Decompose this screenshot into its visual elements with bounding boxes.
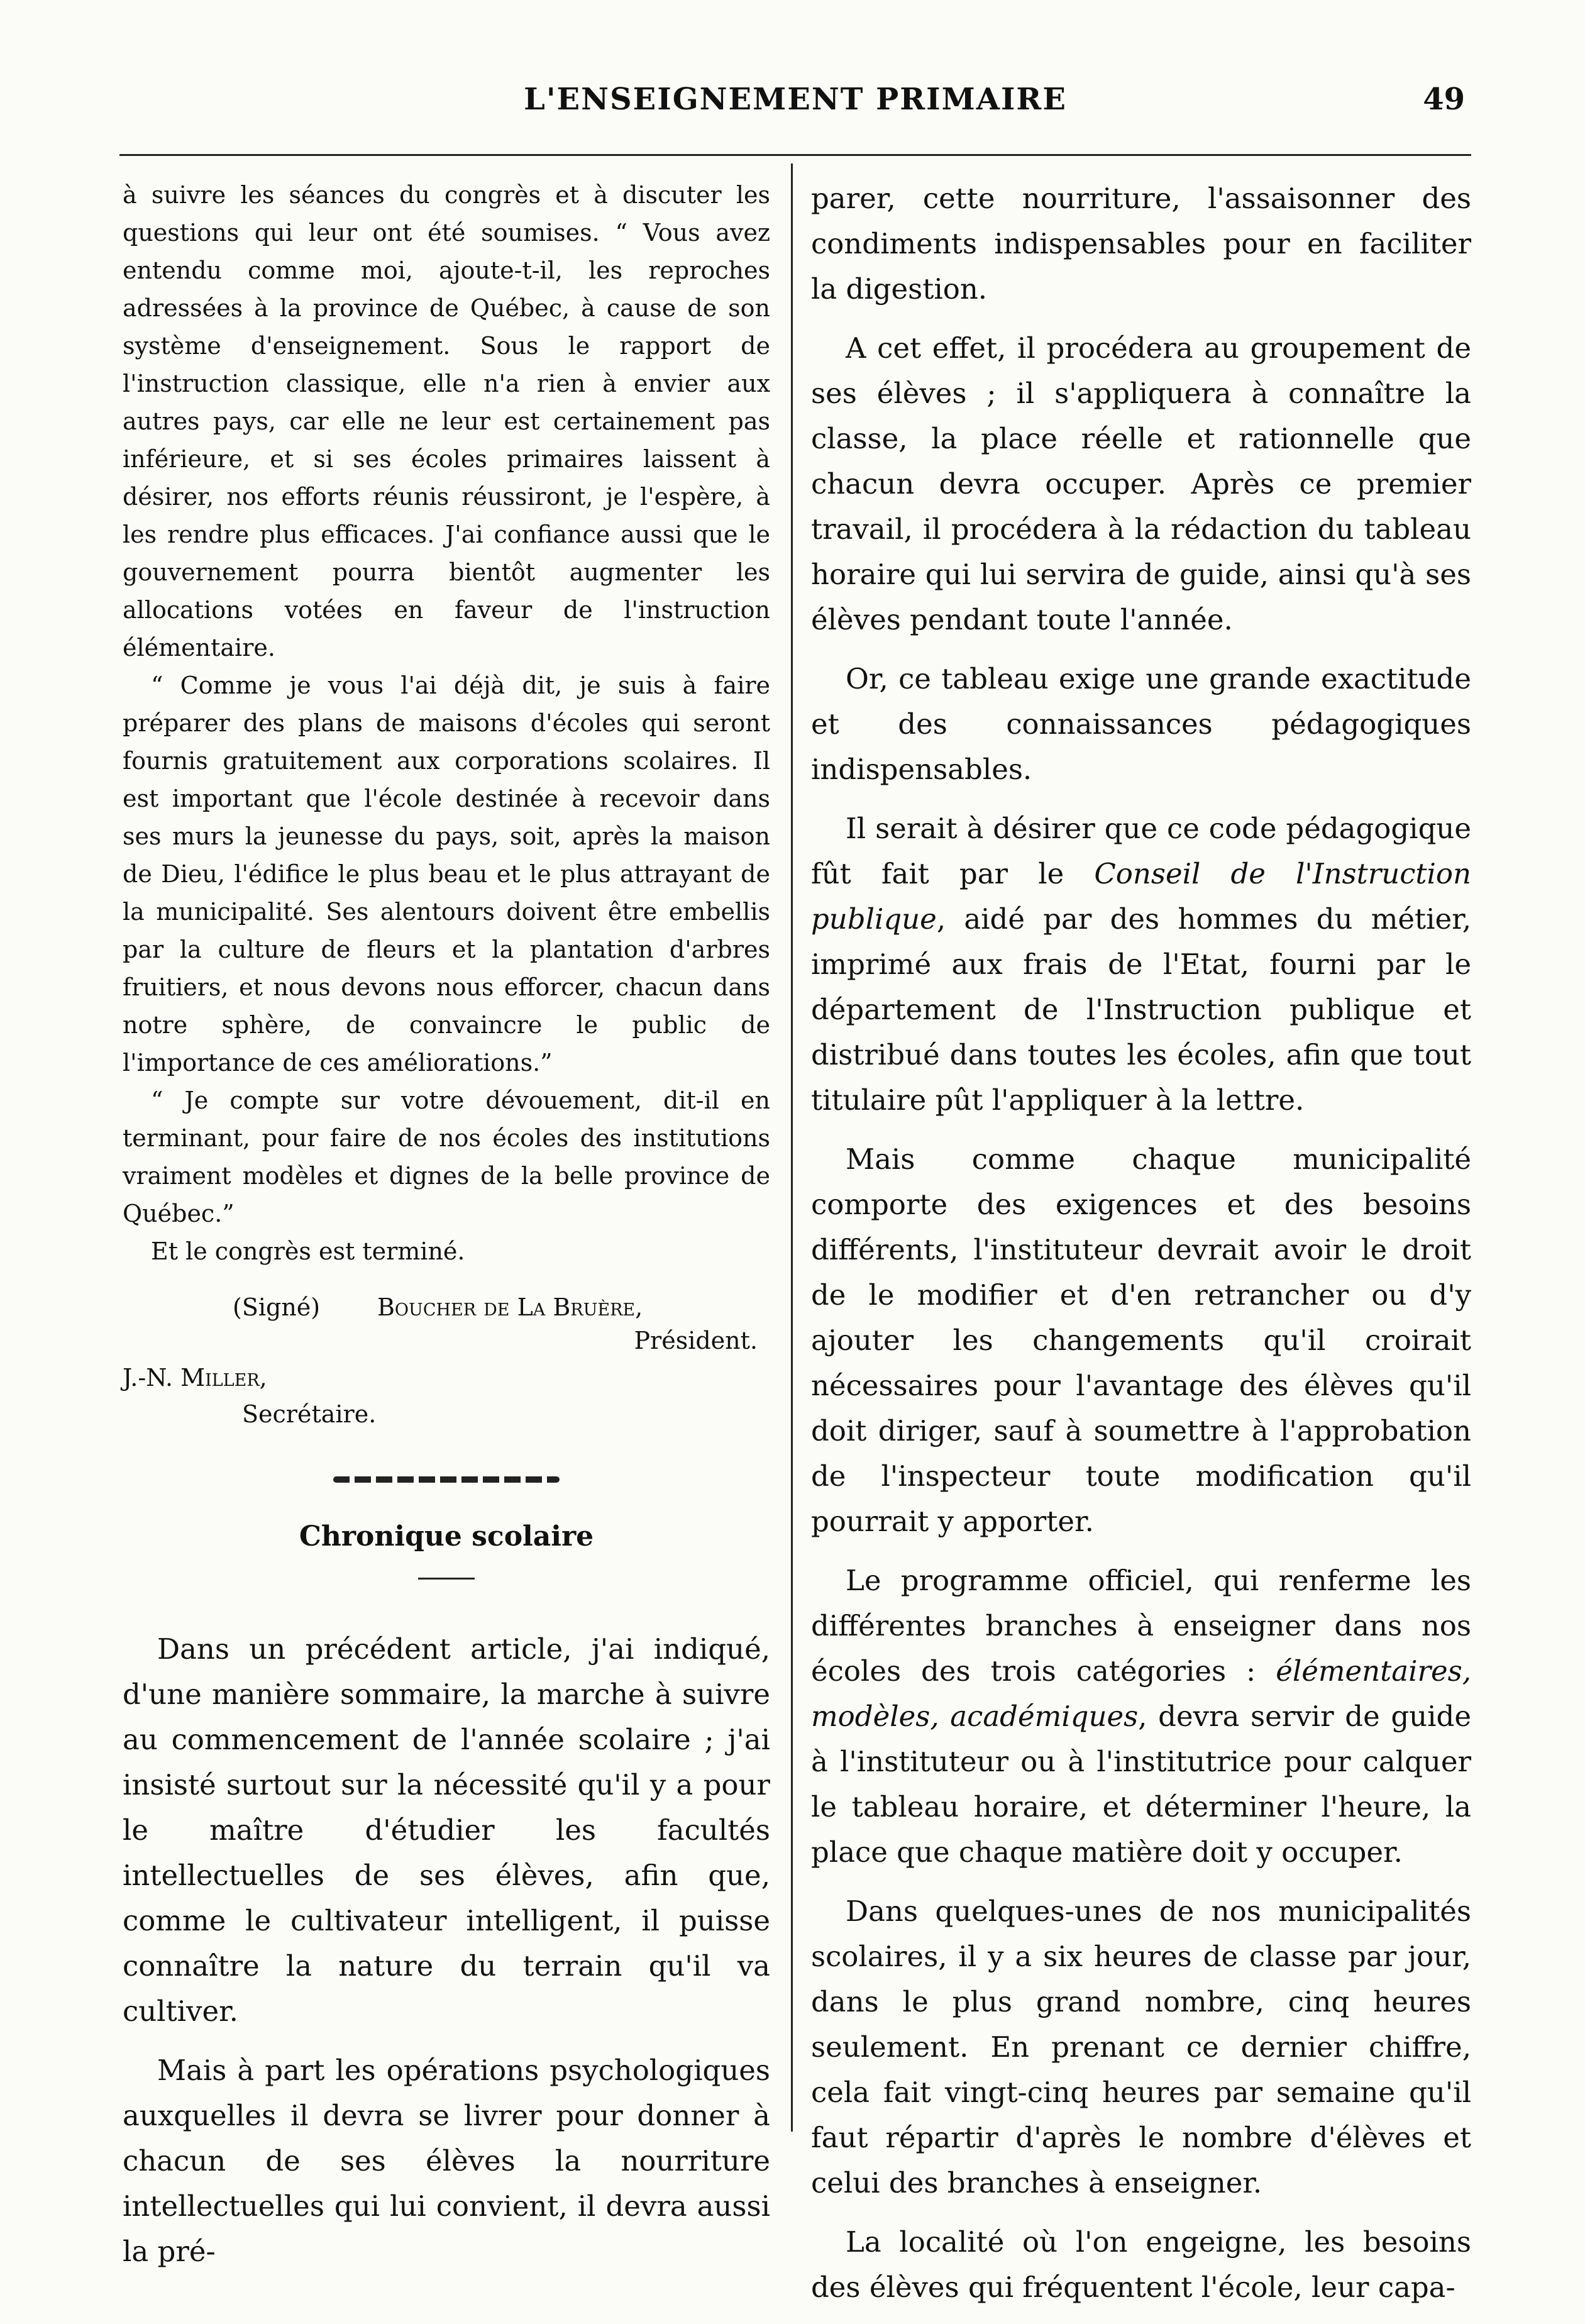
paragraph bbox=[811, 1558, 1471, 1875]
text-run: Le programme officiel, qui renferme les différentes branches à enseigner dans nos écoles des trois catégories : bbox=[811, 1564, 1471, 1688]
text-run: , devra servir de guide à l'instituteur ou à l'institutrice pour calquer le tableau horaire, et déterminer l'heure, la place que chaque matière doit y occuper. bbox=[811, 1700, 1471, 1869]
president-role: Président. bbox=[634, 1327, 758, 1354]
paragraph: Dans quelques-unes de nos municipalités scolaires, il y a six heures de classe par jour, dans le plus grand nombre, cinq heures seulement. En prenant ce dernier chiffre, cela fait vingt-cinq heures par semaine qu'il faut répartir d'après le nombre d'élèves et celui des branches à enseigner. bbox=[811, 1895, 1471, 2200]
paragraph: Dans un précédent article, j'ai indiqué, d'une manière sommaire, la marche à suivre au commencement de l'année scolaire ; j'ai insisté surtout sur la nécessité qu'il y a pour le maître d'étudier les facultés intellectuelles de ses élèves, afin que, comme le cultivateur intelligent, il puisse connaître la nature du terrain qu'il va cultiver. bbox=[123, 1632, 770, 2028]
paragraph: “ Je compte sur votre dévouement, dit-il en terminant, pour faire de nos écoles des institutions vraiment modèles et dignes de la belle province de Québec.” bbox=[123, 1087, 770, 1227]
text-run: Il serait à désirer que ce code pédagogique fût fait par le bbox=[811, 812, 1471, 890]
secretary-role: Secrétaire. bbox=[242, 1400, 377, 1428]
paragraph bbox=[811, 806, 1471, 1123]
right-column bbox=[811, 176, 1471, 2324]
header-rule bbox=[119, 154, 1471, 156]
left-column bbox=[123, 176, 770, 2288]
president-name: Boucher de La Bruère, bbox=[377, 1293, 643, 1321]
heading-rule bbox=[418, 1578, 475, 1580]
paragraph: Mais comme chaque municipalité comporte des exigences et des besoins différents, l'instituteur devrait avoir le droit de le modifier et d'en retrancher ou d'y ajouter les changements qu'il croirait nécessaires pour l'avantage des élèves qu'il doit diriger, sauf à soumettre à l'approbation de l'inspecteur toute modification qu'il pourrait y apporter. bbox=[811, 1143, 1471, 1538]
running-title: L'ENSEIGNEMENT PRIMAIRE bbox=[524, 82, 1067, 117]
paragraph: Or, ce tableau exige une grande exactitude et des connaissances pédagogiques indispensables. bbox=[811, 662, 1471, 786]
secretary-name: J.-N. Miller, bbox=[123, 1364, 267, 1392]
italic-text: élémentaires, modèles, académiques bbox=[811, 1654, 1471, 1733]
page-number: 49 bbox=[1423, 82, 1465, 117]
section-heading: Chronique scolaire bbox=[299, 1520, 594, 1552]
ornamental-divider bbox=[333, 1476, 560, 1483]
text-run: , aidé par des hommes du métier, imprimé aux frais de l'Etat, fourni par le département de l'Instruction publique et distribué dans toutes les écoles, afin que tout titulaire pût l'appliquer à la lettre. bbox=[811, 902, 1471, 1117]
signature-line bbox=[123, 1289, 770, 1325]
paragraph: Mais à part les opérations psychologiques auxquelles il devra se livrer pour donner à chacun de ses élèves la nourriture intellectuelles qui lui convient, il devra aussi la pré- bbox=[123, 2054, 770, 2268]
paragraph: parer, cette nourriture, l'assaisonner des condiments indispensables pour en faciliter la digestion. bbox=[811, 182, 1471, 306]
congress-report bbox=[123, 176, 770, 1270]
paragraph: A cet effet, il procédera au groupement de ses élèves ; il s'appliquera à connaître la classe, la place réelle et rationnelle que chacun devra occuper. Après ce premier travail, il procédera à la rédaction du tableau horaire qui lui servira de guide, ainsi qu'à ses élèves pendant toute l'année. bbox=[811, 331, 1471, 636]
paragraph: Et le congrès est terminé. bbox=[151, 1237, 465, 1265]
signed-label: (Signé) bbox=[233, 1293, 321, 1321]
italic-text: Conseil de l'Instruction publique bbox=[811, 857, 1471, 936]
chronicle-text bbox=[123, 1627, 770, 2274]
column-divider bbox=[791, 163, 793, 2132]
paragraph: La localité où l'on engeigne, les besoins des élèves qui fréquentent l'école, leur capa- bbox=[811, 2225, 1471, 2304]
paragraph: “ Comme je vous l'ai déjà dit, je suis à faire préparer des plans de maisons d'écoles qui seront fournis gratuitement aux corporations scolaires. Il est important que l'école destinée à recevoir dans ses murs la jeunesse du pays, soit, après la maison de Dieu, l'édifice le plus beau et le plus attrayant de la municipalité. Ses alentours doivent être embellis par la culture de fleurs et la plantation d'arbres fruitiers, et nous devons nous efforcer, chacun dans notre sphère, de convaincre le public de l'importance de ces améliorations.” bbox=[123, 672, 770, 1076]
paragraph: à suivre les séances du congrès et à discuter les questions qui leur ont été soumises. “ Vous avez entendu comme moi, ajoute-t-il, les reproches adressées à la province de Québec, à cause de son système d'enseignement. Sous le rapport de l'instruction classique, elle n'a rien à envier aux autres pays, car elle ne leur est certainement pas inférieure, et si ses écoles primaires laissent à désirer, nos efforts réunis réussiront, je l'espère, à les rendre plus efficaces. J'ai confiance aussi que le gouvernement pourra bientôt augmenter les allocations votées en faveur de l'instruction élémentaire. bbox=[123, 181, 770, 661]
page-header bbox=[119, 75, 1471, 138]
